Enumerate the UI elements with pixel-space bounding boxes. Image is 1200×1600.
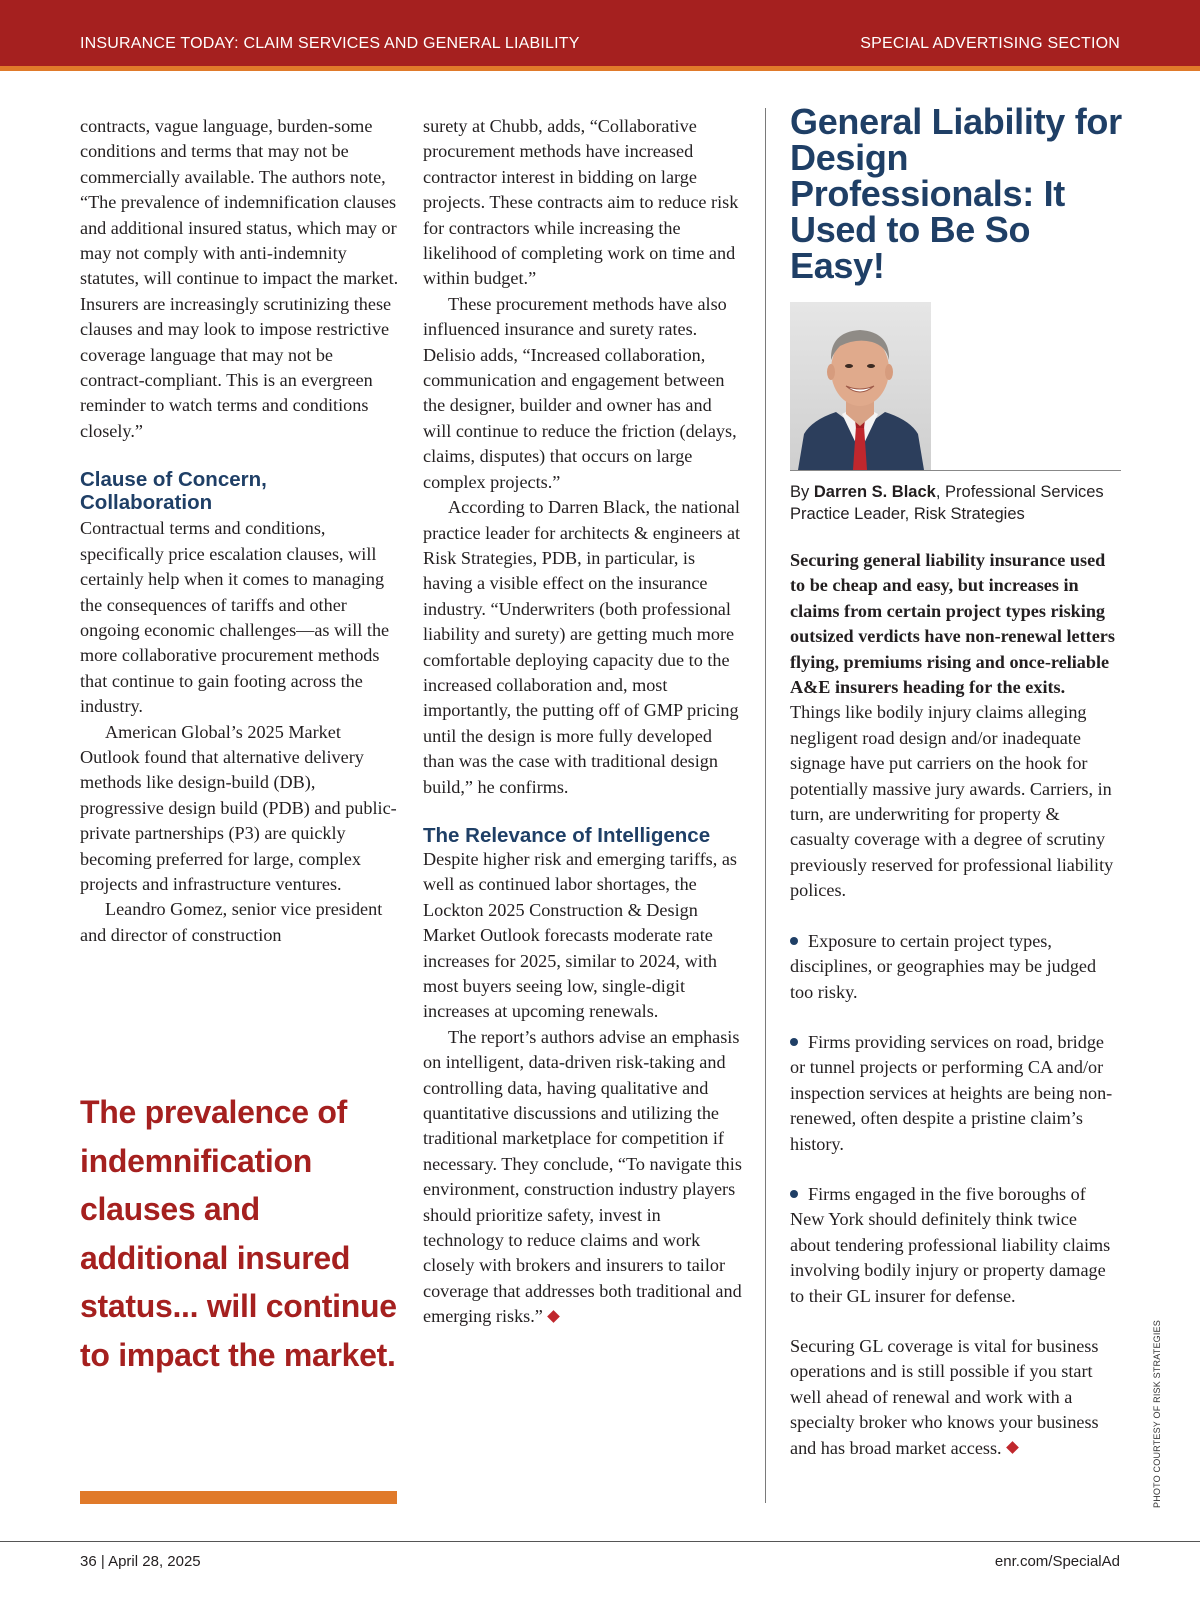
bullet-item: Firms providing services on road, bridge or tunnel projects or performing CA and/or inspection services at heights are being non-renewed, often despite a pristine claim’s history. [790, 1031, 1113, 1154]
bullet-item: Exposure to certain project types, disciplines, or geographies may be judged too risky. [790, 930, 1097, 1002]
paragraph: The report’s authors advise an emphasis on intelligent, data-driven risk-taking and controlling data, having qualitative and quantitative discussions and utilizing the traditional marketplace for competition if necessary. They conclude, “To navigate this environment, construction industry players should prioritize safety, invest in technology to reduce claims and work closely with brokers and insurers to tailor coverage that addresses both traditional and emerging risks.” [423, 1026, 742, 1327]
article-column-1 [80, 114, 400, 948]
photo-rule [790, 470, 1121, 471]
footer-rule [0, 1541, 1200, 1542]
paragraph: Despite higher risk and emerging tariffs, as well as continued labor shortages, the Lockton 2025 Construction & Design Market Outlook forecasts moderate rate increases for 2025, similar to 2024, with most buyers seeing low, single-digit increases at upcoming renewals. [423, 848, 737, 1022]
paragraph: According to Darren Black, the national practice leader for architects & engineers at Risk Strategies, PDB, in particular, is having a visible effect on the insurance industry. “Underwriters (both professional liability and surety) are getting much more comfortable deploying capacity due to the increased collaboration and, most importantly, the putting off of GMP pricing until the design is more fully developed than was the case with traditional design build,” he confirms. [423, 497, 741, 797]
section-label: SPECIAL ADVERTISING SECTION [860, 35, 1120, 52]
bullet-icon [790, 937, 798, 945]
paragraph: contracts, vague language, burden-some conditions and terms that may not be commercially available. The authors note, “The prevalence of indemnification clauses and additional insured status, which may or may not comply with anti-indemnity statutes, will continue to impact the market. Insurers are increasingly scrutinizing these clauses and may look to impose restrictive coverage language that may not be contract-compliant. This is an evergreen reminder to watch terms and conditions closely.” [80, 116, 399, 441]
photo-credit: PHOTO COURTESY OF RISK STRATEGIES [1152, 1320, 1162, 1508]
paragraph: Securing GL coverage is vital for business operations and is still possible if you start well ahead of renewal and work with a specialty broker who knows your business and has broad market access. [790, 1335, 1099, 1458]
page-number-date: 36 | April 28, 2025 [80, 1553, 201, 1570]
author-name: Darren S. Black [813, 483, 936, 501]
paragraph: Leandro Gomez, senior vice president and director of construction [80, 899, 383, 945]
bullet-item: Firms engaged in the five boroughs of New York should definitely think twice about tendering professional liability claims involving bodily injury or property damage to their GL insurer for defense. [790, 1183, 1111, 1306]
pull-quote: The prevalence of indemnification clauses and additional insured status... will continue to impact the market. [80, 1094, 397, 1373]
paragraph: Things like bodily injury claims alleging negligent road design and/or inadequate signage have put carriers on the hook for potentially massive jury awards. Carriers, in turn, are underwriting for property & casualty coverage with a degree of scrutiny previously reserved for professional liability polices. [790, 702, 1114, 901]
bullet-icon [790, 1190, 798, 1198]
end-mark-icon [547, 1310, 560, 1323]
end-mark-icon [1006, 1441, 1019, 1454]
author-portrait-image [790, 302, 931, 470]
section-title: INSURANCE TODAY: CLAIM SERVICES AND GENERAL LIABILITY [80, 35, 580, 52]
paragraph: Contractual terms and conditions, specifically price escalation clauses, will certainly help when it comes to managing the consequences of tariffs and other ongoing economic challenges—as will the more collaborative procurement methods that continue to gain footing across the industry. [80, 518, 390, 717]
subheading-relevance-of-intelligence: The Relevance of Intelligence [423, 823, 711, 847]
column-divider [765, 108, 766, 1503]
header-accent-stripe [0, 66, 1200, 71]
byline: By Darren S. Black, Professional Services Practice Leader, Risk Strategies [790, 483, 1104, 523]
header-bar [0, 0, 1200, 66]
sidebar-body [790, 548, 1120, 1461]
bullet-icon [790, 1038, 798, 1046]
article-column-2 [423, 114, 743, 1330]
pull-quote-rule [80, 1491, 397, 1504]
footer-url: enr.com/SpecialAd [994, 1553, 1120, 1570]
sidebar-lead: Securing general liability insurance used to be cheap and easy, but increases in claims from certain project types risking outsized verdicts have non-renewal letters flying, premiums rising and once-reliable A&E insurers heading for the exits. [790, 550, 1115, 698]
subheading-clause-of-concern: Clause of Concern, Collaboration [80, 468, 267, 515]
paragraph: surety at Chubb, adds, “Collaborative procurement methods have increased contractor interest in bidding on large projects. These contracts aim to reduce risk for contractors while increasing the likelihood of completing work on time and within budget.” [423, 116, 739, 289]
author-role: , Professional Services Practice Leader, Risk Strategies [790, 483, 1104, 523]
sidebar-title: General Liability for Design Professionals: It Used to Be So Easy! [790, 101, 1122, 286]
paragraph: These procurement methods have also influenced insurance and surety rates. Delisio adds, “Increased collaboration, communication and engagement between the designer, builder and owner has and will continue to reduce the friction (delays, claims, disputes) that occurs on large complex projects.” [423, 293, 737, 492]
author-portrait [790, 302, 931, 470]
paragraph: American Global’s 2025 Market Outlook found that alternative delivery methods like design-build (DB), progressive design build (PDB) and public-private partnerships (P3) are quickly becoming preferred for large, complex projects and infrastructure ventures. [80, 721, 397, 894]
